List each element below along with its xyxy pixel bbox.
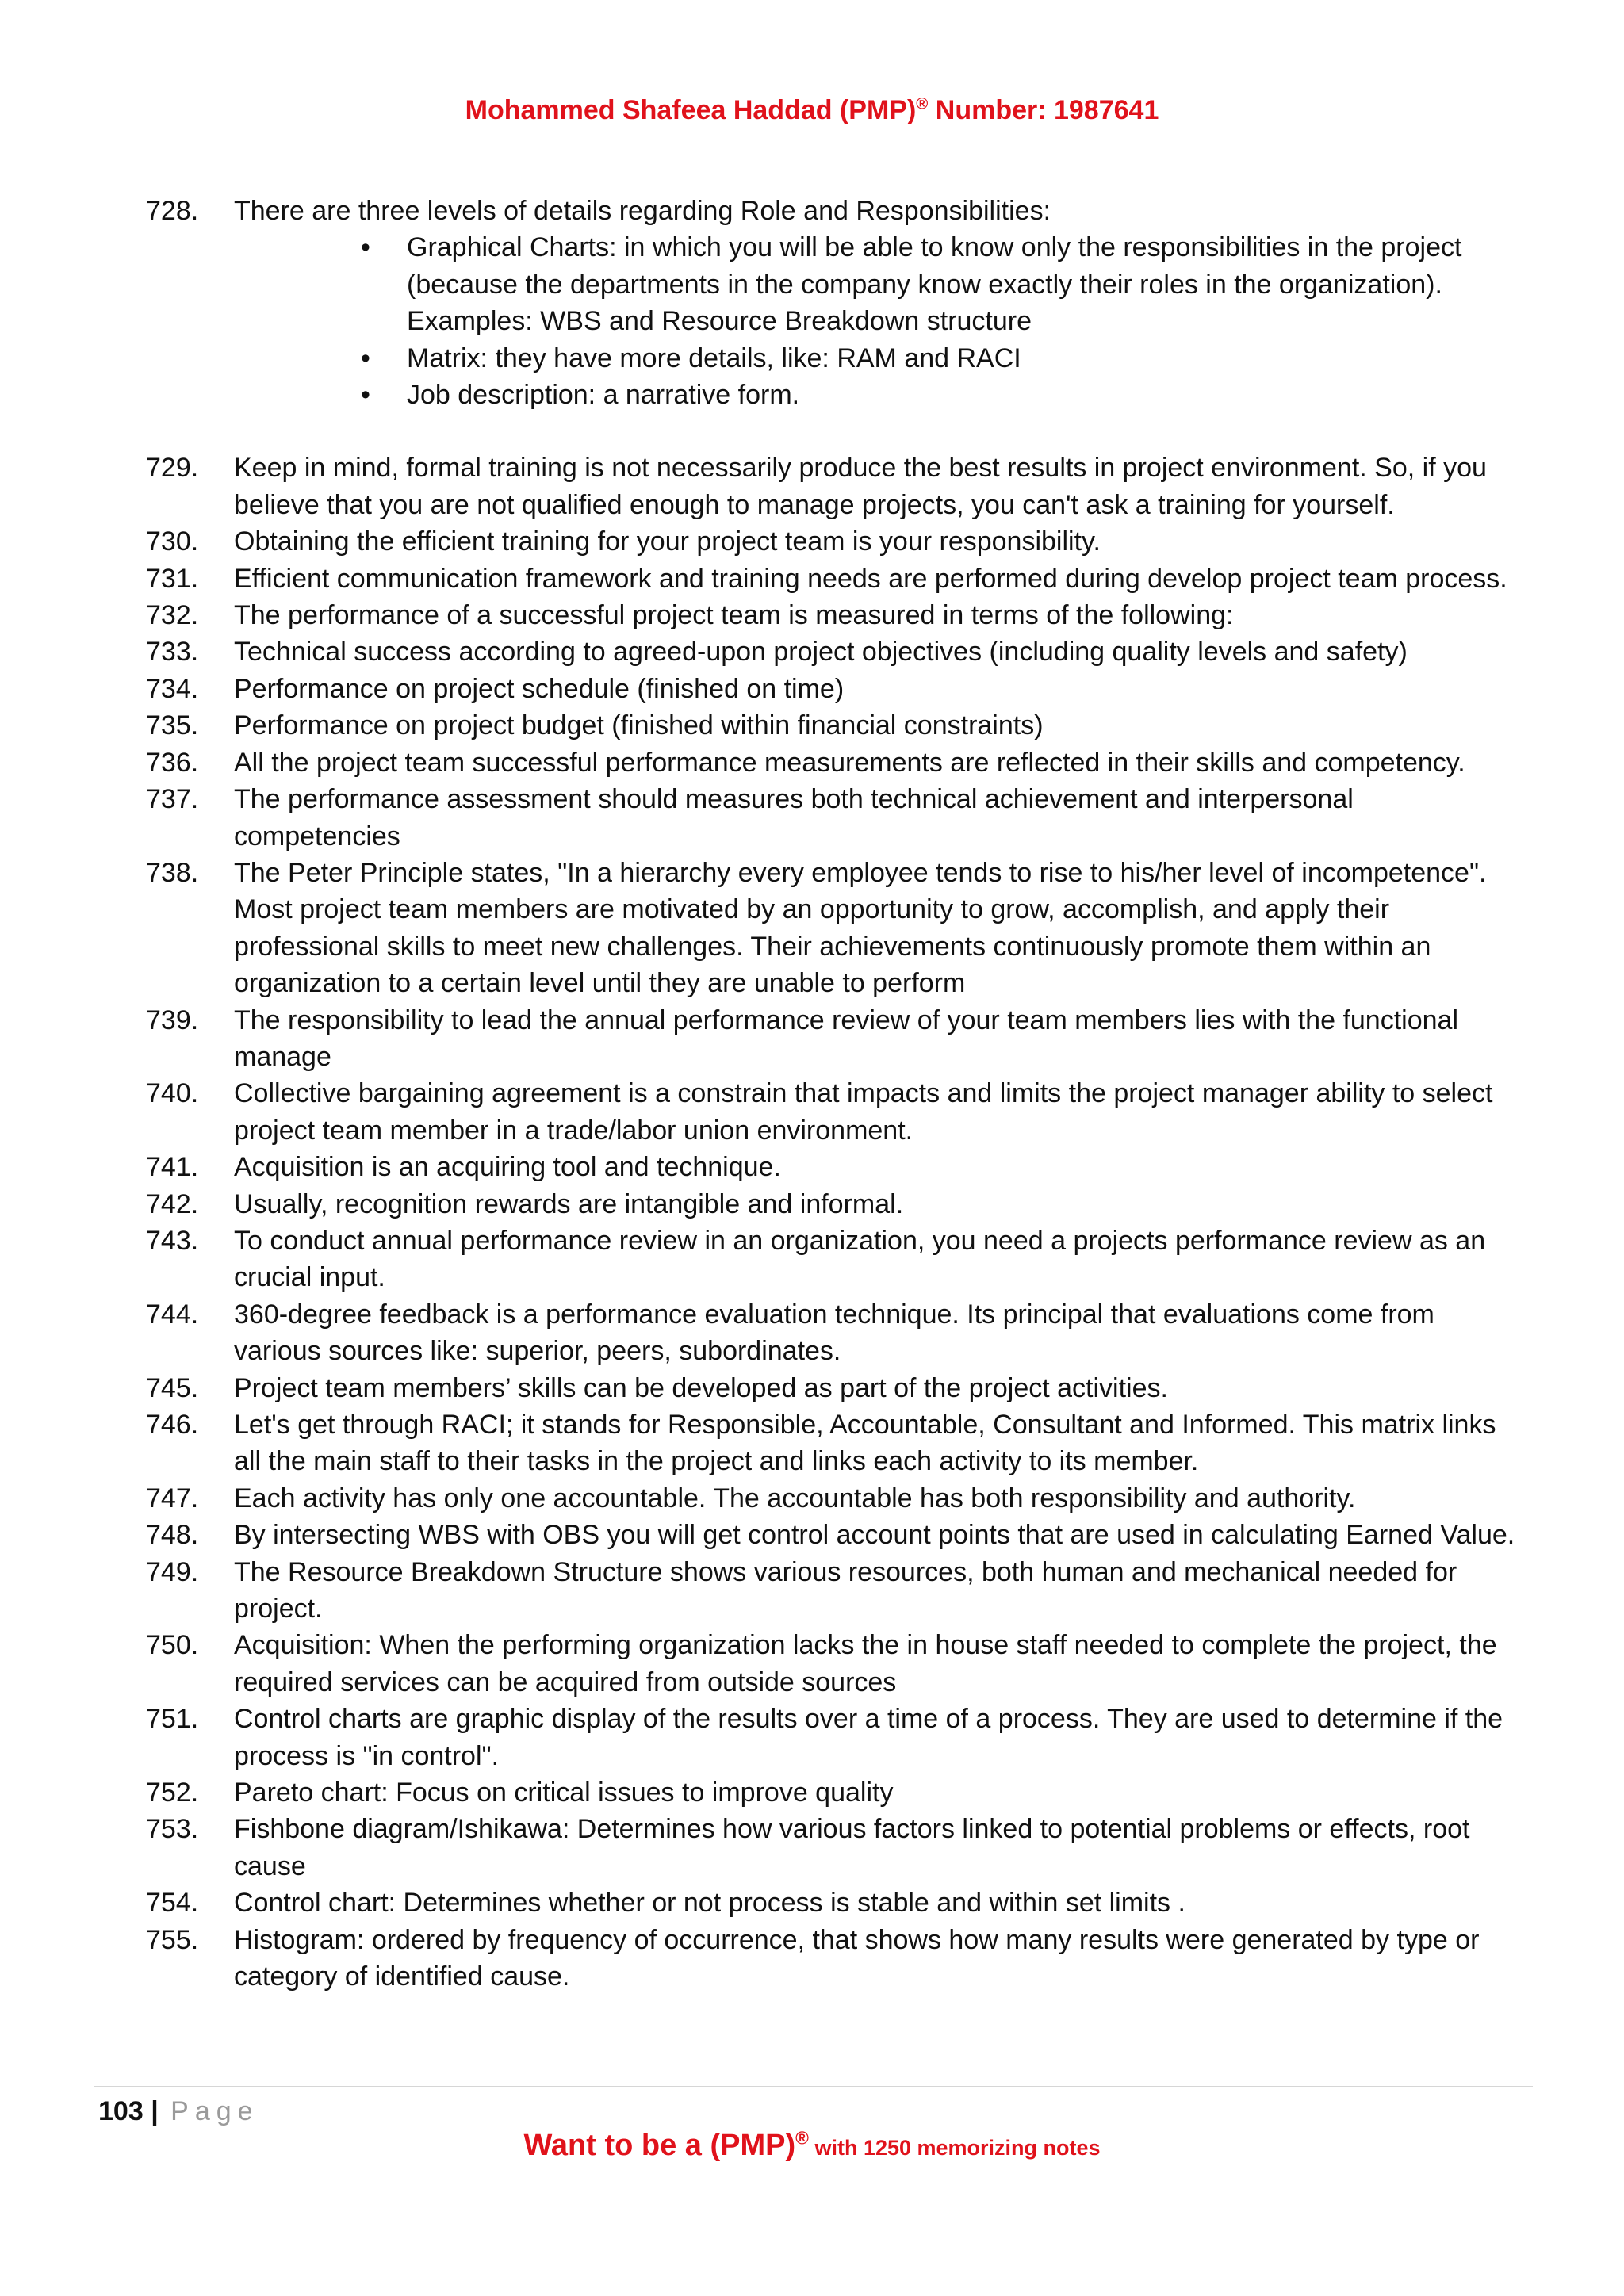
list-item bbox=[146, 1701, 1526, 1774]
item-number: 737. bbox=[146, 784, 199, 815]
list-item bbox=[146, 1811, 1526, 1885]
list-item bbox=[146, 781, 1526, 855]
item-text: There are three levels of details regarding Role and Responsibilities: bbox=[234, 196, 1051, 226]
footer-slogan: Want to be a (PMP) bbox=[523, 2129, 796, 2162]
item-number: 751. bbox=[146, 1704, 199, 1735]
item-text: Pareto chart: Focus on critical issues to improve quality bbox=[234, 1777, 894, 1808]
bullet-item: • Graphical Charts: in which you will be able to know only the responsibilities in the project (because the departments in the company know exactly their roles in the organization). Examples: WBS and Resource Breakdown structure bbox=[407, 229, 1526, 339]
list-item bbox=[146, 1002, 1526, 1076]
notes-list bbox=[146, 193, 1526, 1996]
footer-slogan-small: with 1250 memorizing notes bbox=[808, 2136, 1101, 2160]
item-text: Acquisition is an acquiring tool and technique. bbox=[234, 1152, 781, 1183]
list-item bbox=[146, 633, 1526, 670]
list-item bbox=[146, 1223, 1526, 1296]
list-item bbox=[146, 1370, 1526, 1406]
list-item bbox=[146, 1922, 1526, 1996]
list-item bbox=[146, 597, 1526, 633]
item-number: 750. bbox=[146, 1630, 199, 1661]
list-item bbox=[146, 1406, 1526, 1480]
list-item bbox=[146, 1186, 1526, 1223]
item-text: Efficient communication framework and training needs are performed during develop project team process. bbox=[234, 563, 1507, 594]
item-number: 748. bbox=[146, 1520, 199, 1551]
item-number: 746. bbox=[146, 1410, 199, 1440]
item-number: 754. bbox=[146, 1888, 199, 1919]
item-text: All the project team successful performance measurements are reflected in their skills and competency. bbox=[234, 747, 1465, 778]
item-number: 734. bbox=[146, 673, 199, 704]
item-number: 733. bbox=[146, 637, 199, 668]
item-number: 732. bbox=[146, 600, 199, 631]
list-item bbox=[146, 1554, 1526, 1628]
item-number: 747. bbox=[146, 1483, 199, 1513]
item-number: 741. bbox=[146, 1152, 199, 1183]
item-text: The Peter Principle states, "In a hierarchy every employee tends to rise to his/her level of incompetence". Most project team members are motivated by an opportunity to grow, accomplish, and apply their professional skills to meet new challenges. Their achievements continuously promote them within an organization to a certain level until they are unable to perform bbox=[234, 857, 1487, 999]
list-item bbox=[146, 1885, 1526, 1921]
page-footer bbox=[0, 2129, 1624, 2163]
header-author: Mohammed Shafeea Haddad (PMP) bbox=[465, 95, 917, 125]
item-number: 728. bbox=[146, 196, 199, 226]
list-item bbox=[146, 671, 1526, 707]
item-number: 739. bbox=[146, 1004, 199, 1035]
item-text: Fishbone diagram/Ishikawa: Determines how various factors linked to potential problems or effects, root cause bbox=[234, 1814, 1470, 1881]
spacer bbox=[146, 413, 1526, 450]
page-number-value: 103 bbox=[98, 2096, 144, 2126]
item-text: The performance assessment should measures both technical achievement and interpersonal competencies bbox=[234, 784, 1354, 851]
registered-mark: ® bbox=[916, 95, 929, 113]
list-item bbox=[146, 523, 1526, 560]
item-text: Let's get through RACI; it stands for Responsible, Accountable, Consultant and Informed. This matrix links all the main staff to their tasks in the project and links each activity to its member. bbox=[234, 1410, 1496, 1477]
item-number: 745. bbox=[146, 1372, 199, 1403]
list-item bbox=[146, 1480, 1526, 1517]
item-text: Collective bargaining agreement is a constrain that impacts and limits the project manager ability to select project team member in a trade/labor union environment. bbox=[234, 1078, 1493, 1146]
item-number: 749. bbox=[146, 1556, 199, 1587]
list-item bbox=[146, 744, 1526, 781]
item-number: 755. bbox=[146, 1924, 199, 1955]
item-number: 743. bbox=[146, 1225, 199, 1256]
item-text: 360-degree feedback is a performance evaluation technique. Its principal that evaluations come from various sources like: superior, peers, subordinates. bbox=[234, 1299, 1434, 1367]
list-item bbox=[146, 1149, 1526, 1185]
list-item bbox=[146, 1517, 1526, 1553]
item-text: By intersecting WBS with OBS you will get control account points that are used in calculating Earned Value. bbox=[234, 1520, 1515, 1551]
item-text: Control chart: Determines whether or not process is stable and within set limits . bbox=[234, 1888, 1185, 1919]
item-text: Obtaining the efficient training for your project team is your responsibility. bbox=[234, 526, 1101, 557]
item-text: Each activity has only one accountable. The accountable has both responsibility and authority. bbox=[234, 1483, 1356, 1513]
item-number: 753. bbox=[146, 1814, 199, 1845]
item-number: 731. bbox=[146, 563, 199, 594]
item-number: 736. bbox=[146, 747, 199, 778]
item-text: The performance of a successful project team is measured in terms of the following: bbox=[234, 600, 1234, 631]
list-item bbox=[146, 1627, 1526, 1701]
item-number: 730. bbox=[146, 526, 199, 557]
item-number: 735. bbox=[146, 710, 199, 741]
item-number: 742. bbox=[146, 1188, 199, 1219]
footer-divider bbox=[94, 2086, 1533, 2087]
list-item bbox=[146, 193, 1526, 229]
list-item bbox=[146, 707, 1526, 744]
item-text: The responsibility to lead the annual performance review of your team members lies with the functional manage bbox=[234, 1004, 1458, 1072]
footer-registered-mark: ® bbox=[795, 2127, 809, 2149]
item-text: Technical success according to agreed-upon project objectives (including quality levels and safety) bbox=[234, 637, 1408, 668]
item-number: 740. bbox=[146, 1078, 199, 1109]
list-item bbox=[146, 855, 1526, 1002]
item-number: 752. bbox=[146, 1777, 199, 1808]
header-number: Number: 1987641 bbox=[928, 95, 1159, 125]
item-number: 738. bbox=[146, 857, 199, 888]
bullet-item: • Job description: a narrative form. bbox=[407, 377, 1526, 413]
page-header bbox=[0, 95, 1624, 126]
item-number: 729. bbox=[146, 453, 199, 484]
item-text: Keep in mind, formal training is not necessarily produce the best results in project environment. So, if you believe that you are not qualified enough to manage projects, you can't ask a training for yourself. bbox=[234, 453, 1487, 520]
item-text: Histogram: ordered by frequency of occurrence, that shows how many results were generated by type or category of identified cause. bbox=[234, 1924, 1480, 1992]
page-separator: | bbox=[151, 2096, 159, 2126]
item-text: Performance on project schedule (finished on time) bbox=[234, 673, 845, 704]
item-text: Acquisition: When the performing organization lacks the in house staff needed to complete the project, the required services can be acquired from outside sources bbox=[234, 1630, 1497, 1697]
item-text: The Resource Breakdown Structure shows various resources, both human and mechanical needed for project. bbox=[234, 1556, 1457, 1624]
item-text: Project team members’ skills can be developed as part of the project activities. bbox=[234, 1372, 1168, 1403]
page-number bbox=[98, 2093, 259, 2130]
list-item bbox=[146, 1296, 1526, 1370]
page-label: Page bbox=[170, 2096, 259, 2126]
roles-bullet-list bbox=[146, 229, 1526, 413]
list-item bbox=[146, 450, 1526, 523]
item-text: Performance on project budget (finished within financial constraints) bbox=[234, 710, 1044, 741]
list-item bbox=[146, 1774, 1526, 1811]
list-item bbox=[146, 1075, 1526, 1149]
bullet-item: • Matrix: they have more details, like: RAM and RACI bbox=[407, 340, 1526, 377]
item-text: Usually, recognition rewards are intangible and informal. bbox=[234, 1188, 904, 1219]
list-item bbox=[146, 561, 1526, 597]
item-text: Control charts are graphic display of the results over a time of a process. They are used to determine if the process is "in control". bbox=[234, 1704, 1503, 1771]
item-number: 744. bbox=[146, 1299, 199, 1330]
item-text: To conduct annual performance review in an organization, you need a projects performance review as an crucial input. bbox=[234, 1225, 1486, 1293]
